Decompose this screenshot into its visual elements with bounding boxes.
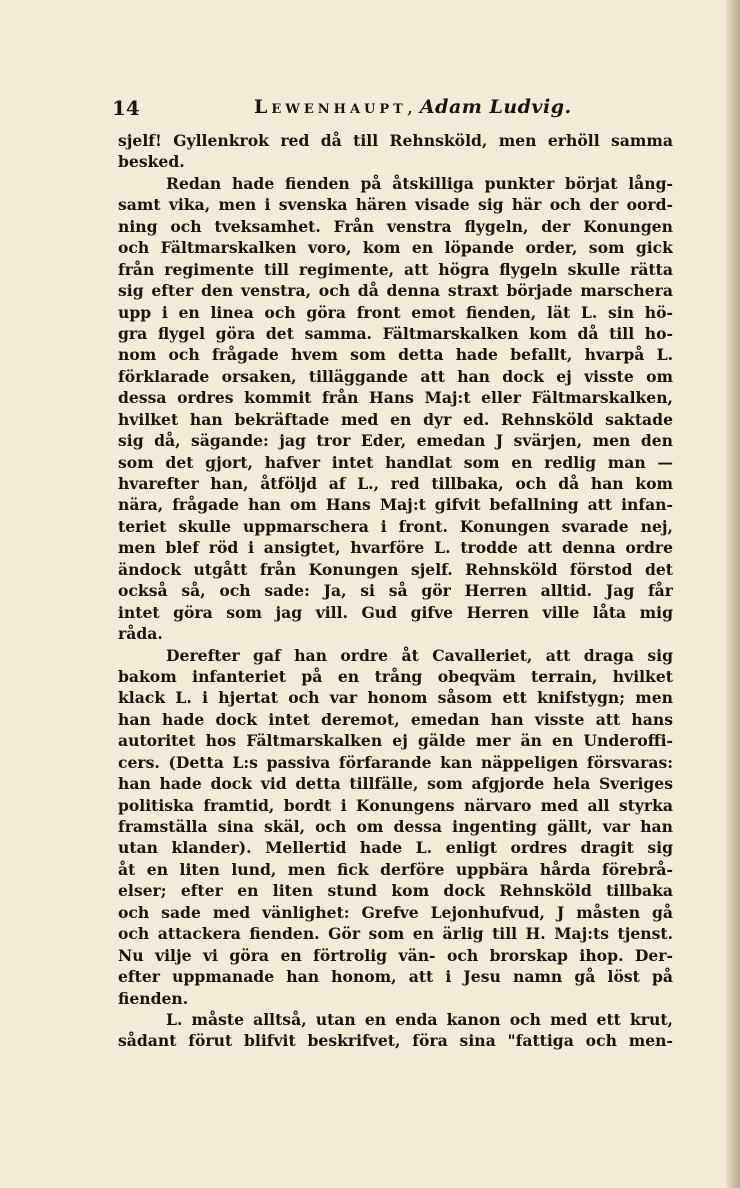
text-line: sig efter den venstra, och då denna straxt började marschera [118,281,673,301]
text-line: sig då, sägande: jag tror Eder, emedan J svärjen, men den [118,431,673,451]
text-line: besked. [118,152,185,172]
text-line: L. måste alltså, utan en enda kanon och med ett krut, [166,1009,673,1029]
text-line: nära, frågade han om Hans Maj:t gifvit befallning att infan- [118,495,673,515]
text-line: och attackera fienden. Gör som en ärlig till H. Maj:ts tjenst. [118,924,673,944]
text-line: nom och frågade hvem som detta hade befallt, hvarpå L. [118,345,673,365]
text-line: intet göra som jag vill. Gud gifve Herren ville låta mig [118,602,673,622]
text-line: också så, och sade: Ja, si så gör Herren alltid. Jag får [118,581,673,601]
body-text [118,130,673,1052]
page-header [112,96,672,126]
text-line: autoritet hos Fältmarskalken ej gälde mer än en Underoffi- [118,731,673,751]
text-line: ning och tveksamhet. Från venstra flygeln, der Konungen [118,216,673,236]
page-spine-edge [726,0,740,1188]
text-line: hvilket han bekräftade med en dyr ed. Rehnsköld saktade [118,409,673,429]
text-line: fienden. [118,988,189,1008]
text-line: dessa ordres kommit från Hans Maj:t eller Fältmarskalken, [118,388,673,408]
text-line: råda. [118,624,163,644]
text-line: från regimente till regimente, att högra flygeln skulle rätta [118,259,673,279]
text-line: Nu vilje vi göra en förtrolig vän- och brorskap ihop. Der- [118,945,673,965]
text-line: cers. (Detta L:s passiva förfarande kan näppeligen försvaras: [118,752,673,772]
text-line: elser; efter en liten stund kom dock Rehnsköld tillbaka [118,881,673,901]
text-line: sjelf! Gyllenkrok red då till Rehnsköld, men erhöll samma [118,131,673,150]
text-line: och Fältmarskalken voro, kom en löpande order, som gick [118,238,673,258]
text-line: klack L. i hjertat och var honom såsom ett knifstygn; men [118,688,673,708]
text-line: åt en liten lund, men fick derföre uppbära hårda förebrå- [118,859,673,879]
text-line: bakom infanteriet på en trång obeqväm terrain, hvilket [118,666,673,686]
text-line: han hade dock intet deremot, emedan han visste att hans [118,709,673,729]
text-line: framställa sina skäl, och om dessa ingenting gällt, var han [118,817,673,836]
running-head-given-name: Adam Ludvig. [419,96,572,118]
running-head: Lewenhaupt, Adam Ludvig. [254,96,572,118]
text-line: ändock utgått från Konungen sjelf. Rehnsköld förstod det [118,559,673,579]
text-line: politiska framtid, bordt i Konungens närvaro med all styrka [118,795,673,815]
text-line: hvarefter han, åtföljd af L., red tillbaka, och då han kom [118,474,673,493]
text-line: upp i en linea och göra front emot fienden, lät L. sin hö- [118,302,673,322]
text-line: som det gjort, hafver intet handlat som en redlig man — [118,452,673,472]
running-head-surname: Lewenhaupt [254,96,407,118]
text-line: Derefter gaf han ordre åt Cavalleriet, att draga sig [166,645,673,665]
text-line: utan klander). Mellertid hade L. enligt ordres dragit sig [118,838,673,858]
text-line: gra flygel göra det samma. Fältmarskalken kom då till ho- [118,323,673,343]
text-line: förklarade orsaken, tilläggande att han dock ej visste om [118,366,673,386]
text-line: han hade dock vid detta tillfälle, som afgjorde hela Sveriges [118,774,673,794]
text-line: efter uppmanade han honom, att i Jesu namn gå löst på [118,967,673,987]
text-line: men blef röd i ansigtet, hvarföre L. trodde att denna ordre [118,538,673,558]
text-line: teriet skulle uppmarschera i front. Konungen svarade nej, [118,516,673,536]
text-line: och sade med vänlighet: Grefve Lejonhufvud, J måsten gå [118,902,673,922]
page-number: 14 [112,96,140,120]
text-line: sådant förut blifvit beskrifvet, föra sina "fattiga och men- [118,1031,673,1051]
text-line: samt vika, men i svenska hären visade sig här och der oord- [118,195,673,215]
text-line: Redan hade fienden på åtskilliga punkter börjat lång- [166,173,673,193]
